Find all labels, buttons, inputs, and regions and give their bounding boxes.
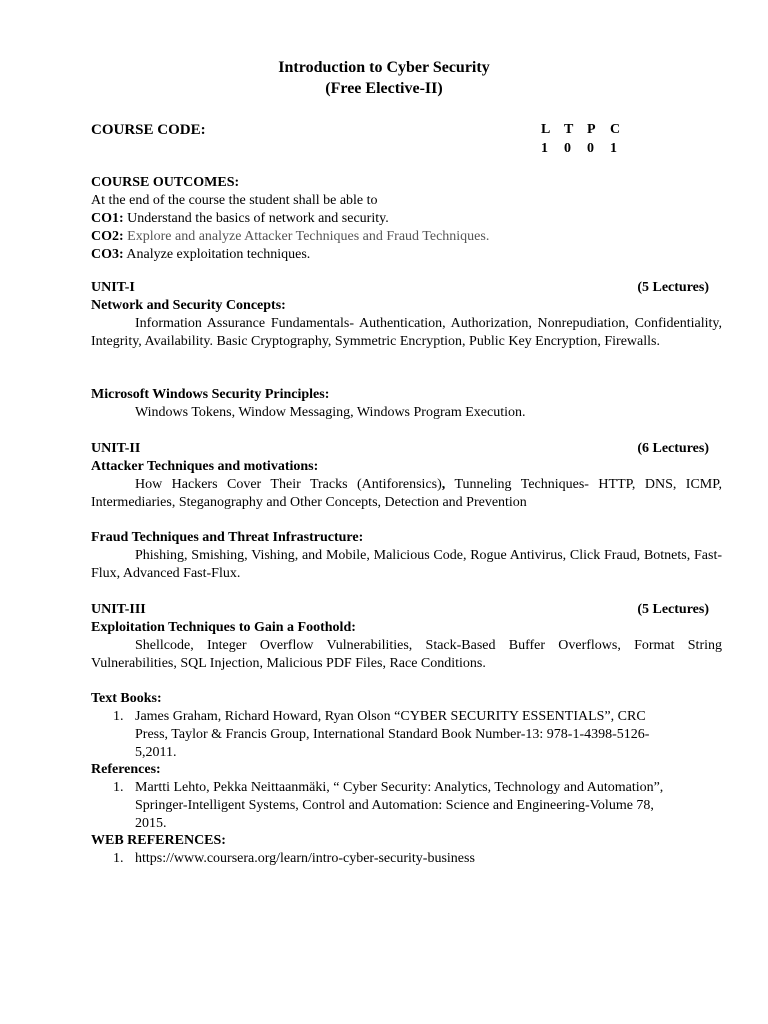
ltpc-value-p: 0 xyxy=(587,141,594,156)
unit2-sec1-body-a: How Hackers Cover Their Tracks (Antiforensics) xyxy=(135,477,442,492)
unit2-lectures: (6 Lectures) xyxy=(637,441,709,456)
ltpc-label-l: L xyxy=(541,122,551,137)
outcomes-heading: COURSE OUTCOMES: xyxy=(91,175,240,190)
unit3-lectures: (5 Lectures) xyxy=(637,602,709,617)
unit1-lectures: (5 Lectures) xyxy=(637,280,709,295)
unit1-sec2-heading: Microsoft Windows Security Principles: xyxy=(91,387,330,402)
ltpc-label-t: T xyxy=(564,122,574,137)
reference-text xyxy=(135,779,695,833)
outcome-co3 xyxy=(91,246,722,264)
textbook-text xyxy=(135,708,695,762)
unit2-sec2-body: Phishing, Smishing, Vishing, and Mobile, Malicious Code, Rogue Antivirus, Click Fraud, Botnets, Fast-Flux, Advanced Fast-Flux. xyxy=(91,548,722,581)
reference-line: 2015. xyxy=(135,816,167,831)
syllabus-content xyxy=(91,174,722,874)
unit2-sec1-body-comma: , xyxy=(441,477,446,492)
web-references-heading: WEB REFERENCES: xyxy=(91,833,226,848)
ltpc-values xyxy=(541,141,633,157)
unit2-title: UNIT-II xyxy=(91,441,141,456)
outcome-text: Analyze exploitation techniques. xyxy=(123,247,311,262)
unit3-sec1-body: Shellcode, Integer Overflow Vulnerabilities, Stack-Based Buffer Overflows, Format String Vulnerabilities, SQL Injection, Malicious PDF Files, Race Conditions. xyxy=(91,638,722,671)
outcome-code: CO2: xyxy=(91,229,124,244)
textbook-line: Press, Taylor & Francis Group, International Standard Book Number-13: 978-1-4398-5126- xyxy=(135,727,650,742)
unit1-title: UNIT-I xyxy=(91,280,135,295)
outcomes-intro: At the end of the course the student shall be able to xyxy=(91,193,378,208)
textbooks-heading: Text Books: xyxy=(91,691,162,706)
unit3-title: UNIT-III xyxy=(91,602,146,617)
ltpc-value-t: 0 xyxy=(564,141,571,156)
reference-line: Martti Lehto, Pekka Neittaanmäki, “ Cyber Security: Analytics, Technology and Automation”, xyxy=(135,780,664,795)
course-title: Introduction to Cyber Security xyxy=(278,59,490,76)
unit3-sec1-heading: Exploitation Techniques to Gain a Foothold: xyxy=(91,620,356,635)
list-number: 1. xyxy=(113,709,124,724)
ltpc-value-c: 1 xyxy=(610,141,617,156)
list-number: 1. xyxy=(113,780,124,795)
outcome-text: Explore and analyze Attacker Techniques and Fraud Techniques. xyxy=(123,229,490,244)
web-reference-link[interactable]: https://www.coursera.org/learn/intro-cyber-security-business xyxy=(135,851,475,866)
textbook-line: James Graham, Richard Howard, Ryan Olson “CYBER SECURITY ESSENTIALS”, CRC xyxy=(135,709,646,724)
course-code-label: COURSE CODE: xyxy=(91,122,206,138)
ltpc-label-c: C xyxy=(610,122,621,137)
unit2-sec2-heading: Fraud Techniques and Threat Infrastructure: xyxy=(91,530,364,545)
list-number: 1. xyxy=(113,851,124,866)
unit1-sec2-body: Windows Tokens, Window Messaging, Windows Program Execution. xyxy=(135,405,526,420)
outcome-text: Understand the basics of network and security. xyxy=(123,211,389,226)
outcome-code: CO1: xyxy=(91,211,124,226)
references-heading: References: xyxy=(91,762,161,777)
outcome-code: CO3: xyxy=(91,247,124,262)
ltpc-label-p: P xyxy=(587,122,596,137)
unit2-sec1-heading: Attacker Techniques and motivations: xyxy=(91,459,319,474)
ltpc-labels xyxy=(541,122,633,138)
unit2-sec1-body xyxy=(91,476,722,512)
outcome-co1 xyxy=(91,210,722,228)
reference-line: Springer-Intelligent Systems, Control and Automation: Science and Engineering-Volume 78, xyxy=(135,798,654,813)
textbook-line: 5,2011. xyxy=(135,745,177,760)
unit1-sec1-heading: Network and Security Concepts: xyxy=(91,298,286,313)
unit2-sec1-body-b: Tunneling Techniques- HTTP, DNS, ICMP, Intermediaries, Steganography and Other Concepts, Detection and Prevention xyxy=(91,477,722,510)
unit1-sec1-body: Information Assurance Fundamentals- Authentication, Authorization, Nonrepudiation, Confidentiality, Integrity, Availability. Basic Cryptography, Symmetric Encryption, Public Key Encryption, Firewalls. xyxy=(91,316,722,349)
ltpc-value-l: 1 xyxy=(541,141,548,156)
outcome-co2 xyxy=(91,228,722,246)
course-subtitle: (Free Elective-II) xyxy=(325,80,443,97)
